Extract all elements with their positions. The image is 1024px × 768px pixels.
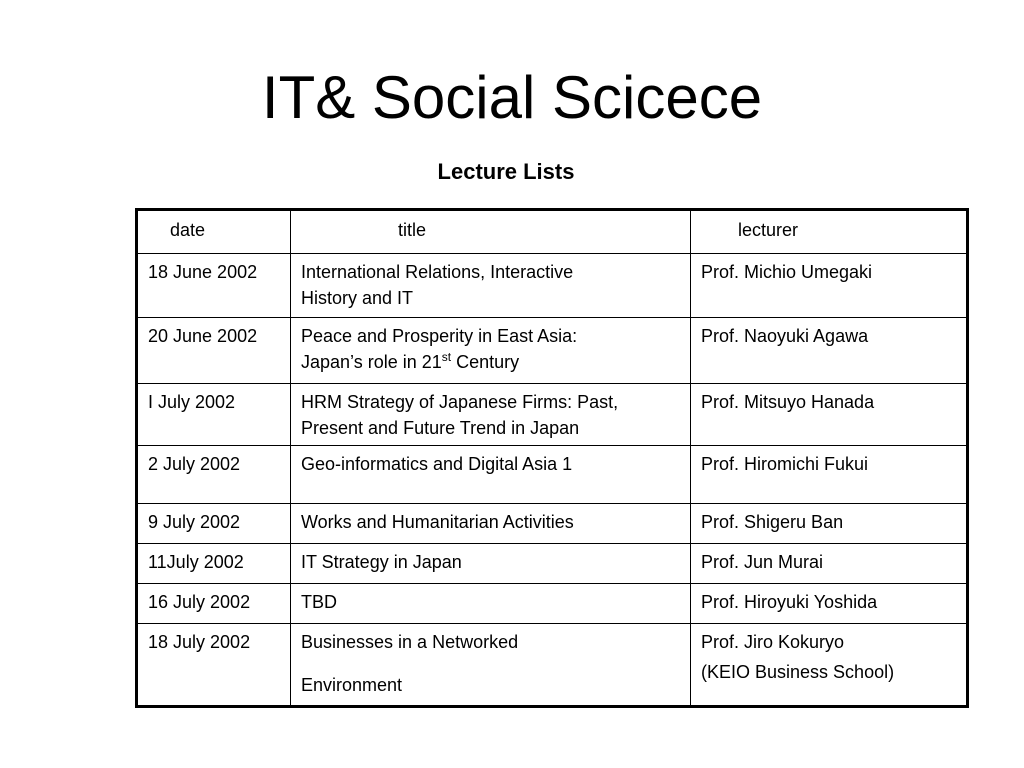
title-text: [291, 624, 690, 698]
title-text: [291, 318, 690, 375]
table-row: [137, 446, 968, 504]
table-row: [137, 384, 968, 446]
lecturer-cell: [691, 584, 968, 624]
header-date-label: date: [170, 220, 206, 240]
ordinal-superscript: st: [441, 350, 452, 364]
lecturer-cell: [691, 624, 968, 707]
date-cell: [137, 318, 291, 384]
title-text: TBD: [301, 592, 337, 612]
title-text: Works and Humanitarian Activities: [301, 512, 574, 532]
title-line-1: Businesses in a Networked: [301, 632, 519, 652]
header-title-label: title: [398, 220, 427, 240]
title-cell: [291, 384, 691, 446]
title-line-2-prefix: Japan’s role in 21: [301, 352, 442, 372]
header-lecturer: [691, 210, 968, 254]
header-title: [291, 210, 691, 254]
title-text: Geo-informatics and Digital Asia 1: [301, 454, 573, 474]
header-lecturer-label: lecturer: [738, 220, 799, 240]
table-row: [137, 504, 968, 544]
lecture-table: [135, 208, 969, 708]
date-cell: [137, 254, 291, 318]
table-row: [137, 544, 968, 584]
table-header-row: [137, 210, 968, 254]
lecturer-cell: [691, 446, 968, 504]
title-cell: [291, 254, 691, 318]
title-text: [291, 384, 690, 441]
date-text: 18 July 2002: [148, 632, 251, 652]
date-cell: [137, 544, 291, 584]
date-cell: [137, 446, 291, 504]
title-line-1: International Relations, Interactive: [301, 262, 574, 282]
lecturer-cell: [691, 544, 968, 584]
header-date: [137, 210, 291, 254]
date-cell: [137, 584, 291, 624]
title-cell: [291, 584, 691, 624]
lecturer-text: [691, 624, 966, 685]
lecturer-line-1: Prof. Jiro Kokuryo: [701, 632, 845, 652]
date-text: 20 June 2002: [148, 326, 258, 346]
table-row: [137, 584, 968, 624]
date-text: 11July 2002: [148, 552, 244, 572]
date-text: 18 June 2002: [148, 262, 258, 282]
lecturer-line-2: (KEIO Business School): [701, 662, 895, 682]
date-cell: [137, 504, 291, 544]
slide-subtitle: Lecture Lists: [437, 159, 575, 184]
title-line-2: Environment: [301, 675, 403, 695]
title-text: [291, 254, 690, 311]
lecturer-cell: [691, 318, 968, 384]
table-row: [137, 254, 968, 318]
date-cell: [137, 384, 291, 446]
title-cell: [291, 504, 691, 544]
date-text: 9 July 2002: [148, 512, 241, 532]
lecturer-text: Prof. Michio Umegaki: [701, 262, 873, 282]
title-line-1: HRM Strategy of Japanese Firms: Past,: [301, 392, 619, 412]
title-cell: [291, 318, 691, 384]
date-cell: [137, 624, 291, 707]
lecturer-cell: [691, 254, 968, 318]
table-row: [137, 318, 968, 384]
title-text: IT Strategy in Japan: [301, 552, 462, 572]
lecturer-text: Prof. Mitsuyo Hanada: [701, 392, 875, 412]
title-cell: [291, 446, 691, 504]
lecturer-cell: [691, 384, 968, 446]
lecturer-text: Prof. Jun Murai: [701, 552, 824, 572]
date-text: 2 July 2002: [148, 454, 241, 474]
table-row: [137, 624, 968, 707]
date-text: 16 July 2002: [148, 592, 251, 612]
lecturer-text: Prof. Hiromichi Fukui: [701, 454, 869, 474]
title-line-2-suffix: Century: [451, 352, 520, 372]
title-line-2: History and IT: [301, 288, 414, 308]
title-line-1: Peace and Prosperity in East Asia:: [301, 326, 578, 346]
lecturer-text: Prof. Hiroyuki Yoshida: [701, 592, 878, 612]
title-cell: [291, 544, 691, 584]
lecturer-cell: [691, 504, 968, 544]
lecturer-text: Prof. Shigeru Ban: [701, 512, 844, 532]
slide-title: IT& Social Scicece: [261, 64, 763, 131]
date-text: I July 2002: [148, 392, 236, 412]
title-cell: [291, 624, 691, 707]
lecturer-text: Prof. Naoyuki Agawa: [701, 326, 869, 346]
title-line-2: Present and Future Trend in Japan: [301, 418, 580, 438]
